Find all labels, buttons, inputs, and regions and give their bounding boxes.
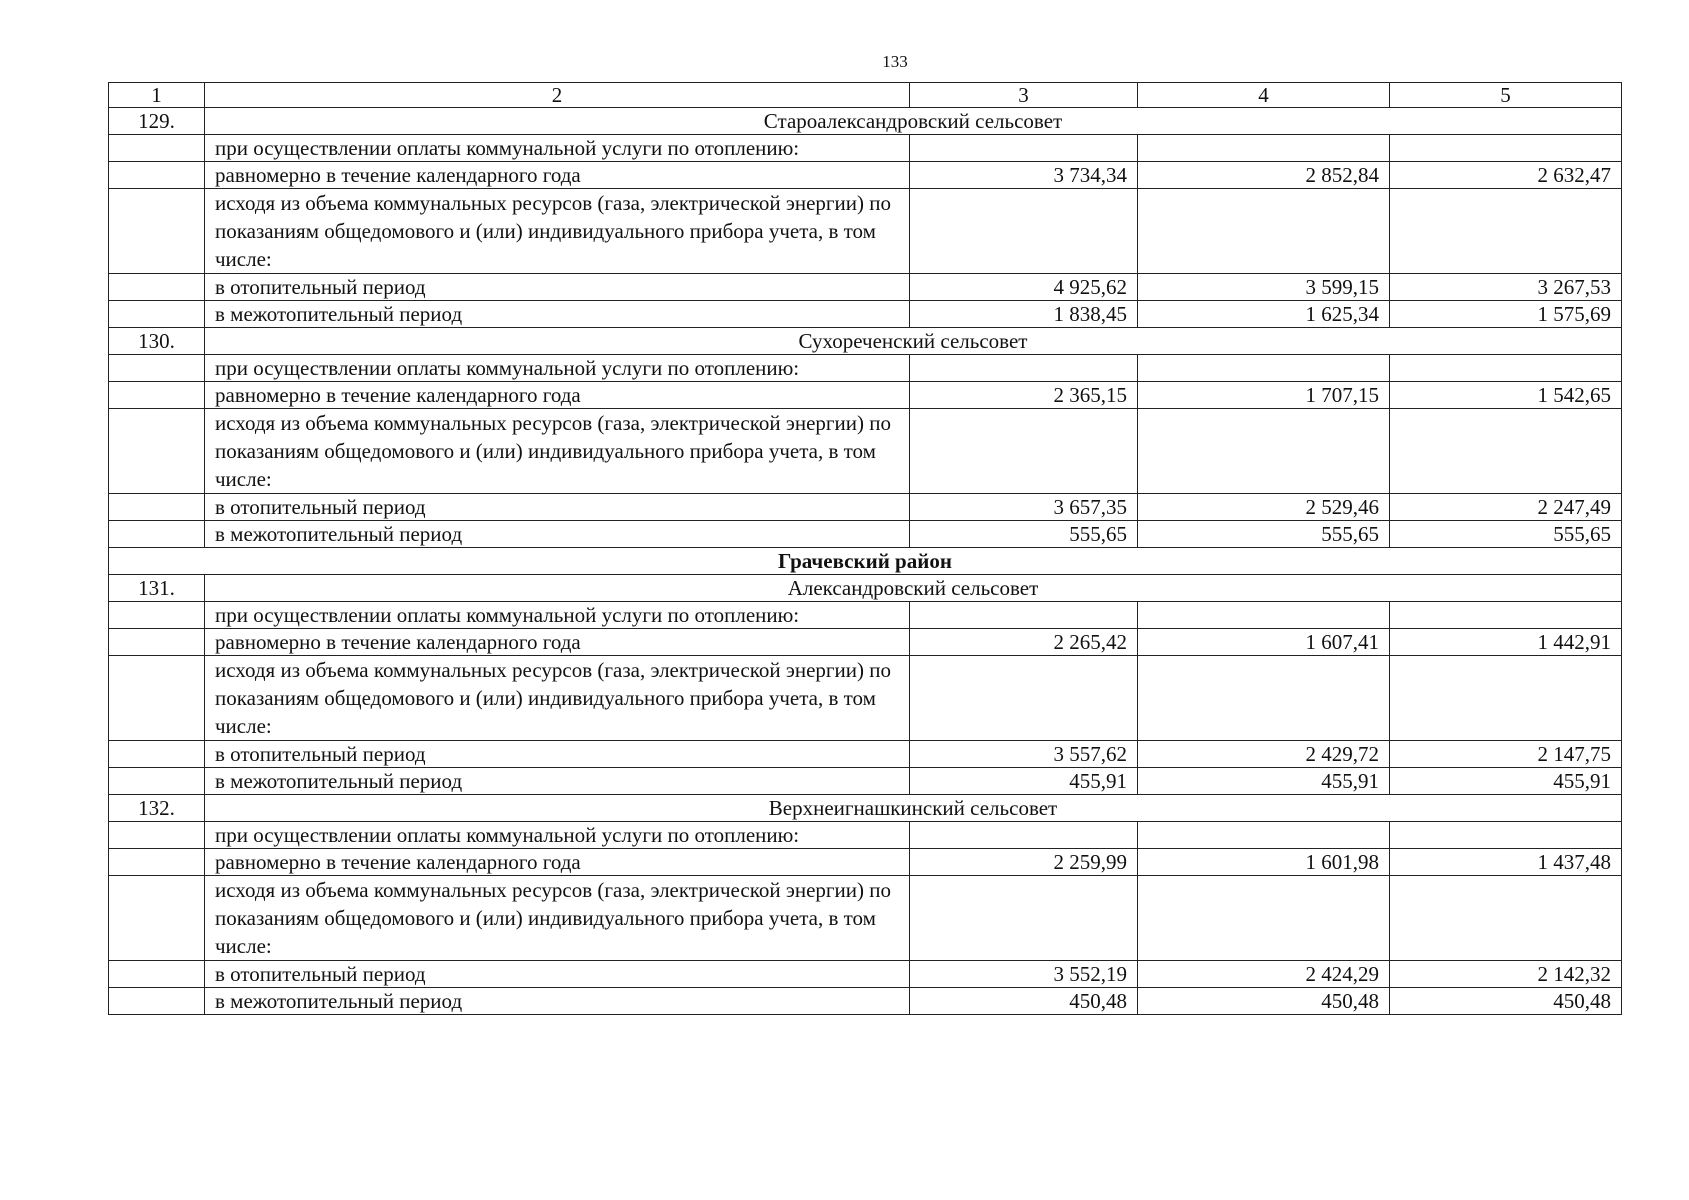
empty-cell [109,768,205,795]
value-cell: 4 925,62 [910,274,1138,301]
empty-cell [1390,409,1622,494]
section-name: Верхнеигнашкинский сельсовет [205,795,1622,822]
value-cell: 1 707,15 [1138,382,1390,409]
value-cell: 455,91 [1390,768,1622,795]
meter-row [109,189,1622,274]
meter-row [109,876,1622,961]
empty-cell [1138,822,1390,849]
value-cell: 2 529,46 [1138,494,1390,521]
empty-cell [1390,355,1622,382]
empty-cell [1138,409,1390,494]
empty-cell [109,189,205,274]
row-label: в межотопительный период [205,521,910,548]
empty-cell [109,629,205,656]
value-cell: 450,48 [1390,988,1622,1015]
empty-cell [109,876,205,961]
section-number: 129. [109,108,205,135]
empty-cell [109,382,205,409]
value-cell: 1 607,41 [1138,629,1390,656]
row-label: при осуществлении оплаты коммунальной услуги по отоплению: [205,355,910,382]
empty-cell [109,741,205,768]
value-cell: 3 267,53 [1390,274,1622,301]
empty-cell [910,135,1138,162]
empty-cell [1138,656,1390,741]
value-cell: 555,65 [910,521,1138,548]
value-cell: 1 437,48 [1390,849,1622,876]
value-cell: 2 259,99 [910,849,1138,876]
heating-row [109,274,1622,301]
meter-row [109,409,1622,494]
interheating-row [109,988,1622,1015]
section-title-row [109,795,1622,822]
empty-cell [1138,135,1390,162]
heating-row [109,961,1622,988]
column-number-cell: 2 [205,83,910,108]
value-cell: 450,48 [1138,988,1390,1015]
value-cell: 3 599,15 [1138,274,1390,301]
value-cell: 2 147,75 [1390,741,1622,768]
intro-row [109,355,1622,382]
intro-row [109,602,1622,629]
meter-row [109,656,1622,741]
intro-row [109,822,1622,849]
empty-cell [109,822,205,849]
value-cell: 555,65 [1390,521,1622,548]
empty-cell [910,876,1138,961]
value-cell: 3 557,62 [910,741,1138,768]
interheating-row [109,768,1622,795]
value-cell: 2 424,29 [1138,961,1390,988]
row-label: равномерно в течение календарного года [205,629,910,656]
row-label: в межотопительный период [205,768,910,795]
row-label: при осуществлении оплаты коммунальной услуги по отоплению: [205,822,910,849]
uniform-row [109,849,1622,876]
interheating-row [109,521,1622,548]
value-cell: 455,91 [1138,768,1390,795]
section-name: Староалександровский сельсовет [205,108,1622,135]
empty-cell [1138,602,1390,629]
column-number-cell: 1 [109,83,205,108]
district-name: Грачевский район [109,548,1622,575]
page-number: 133 [882,52,908,71]
value-cell: 2 632,47 [1390,162,1622,189]
value-cell: 2 142,32 [1390,961,1622,988]
column-number-cell: 5 [1390,83,1622,108]
value-cell: 2 247,49 [1390,494,1622,521]
empty-cell [109,494,205,521]
empty-cell [109,409,205,494]
empty-cell [1390,135,1622,162]
empty-cell [1390,822,1622,849]
row-label: исходя из объема коммунальных ресурсов (газа, электрической энергии) по показаниям общедомового и (или) индивидуального прибора учета, в том числе: [205,189,910,274]
empty-cell [109,961,205,988]
row-label: в отопительный период [205,741,910,768]
value-cell: 2 365,15 [910,382,1138,409]
empty-cell [1390,602,1622,629]
value-cell: 450,48 [910,988,1138,1015]
empty-cell [1390,656,1622,741]
value-cell: 3 657,35 [910,494,1138,521]
value-cell: 1 575,69 [1390,301,1622,328]
empty-cell [109,355,205,382]
interheating-row [109,301,1622,328]
empty-cell [109,135,205,162]
section-title-row [109,575,1622,602]
empty-cell [109,602,205,629]
empty-cell [109,849,205,876]
empty-cell [910,656,1138,741]
row-label: при осуществлении оплаты коммунальной услуги по отоплению: [205,135,910,162]
row-label: исходя из объема коммунальных ресурсов (газа, электрической энергии) по показаниям общедомового и (или) индивидуального прибора учета, в том числе: [205,409,910,494]
empty-cell [910,189,1138,274]
value-cell: 1 625,34 [1138,301,1390,328]
intro-row [109,135,1622,162]
empty-cell [1390,876,1622,961]
heating-row [109,741,1622,768]
row-label: в межотопительный период [205,988,910,1015]
value-cell: 2 429,72 [1138,741,1390,768]
value-cell: 455,91 [910,768,1138,795]
empty-cell [910,822,1138,849]
value-cell: 2 265,42 [910,629,1138,656]
empty-cell [109,274,205,301]
value-cell: 1 838,45 [910,301,1138,328]
section-number: 132. [109,795,205,822]
column-number-cell: 4 [1138,83,1390,108]
empty-cell [1390,189,1622,274]
value-cell: 1 601,98 [1138,849,1390,876]
value-cell: 3 552,19 [910,961,1138,988]
value-cell: 1 542,65 [1390,382,1622,409]
uniform-row [109,629,1622,656]
empty-cell [109,521,205,548]
section-name: Александровский сельсовет [205,575,1622,602]
row-label: при осуществлении оплаты коммунальной услуги по отоплению: [205,602,910,629]
row-label: исходя из объема коммунальных ресурсов (газа, электрической энергии) по показаниям общедомового и (или) индивидуального прибора учета, в том числе: [205,656,910,741]
row-label: в межотопительный период [205,301,910,328]
uniform-row [109,162,1622,189]
value-cell: 2 852,84 [1138,162,1390,189]
section-number: 130. [109,328,205,355]
empty-cell [1138,189,1390,274]
empty-cell [1138,355,1390,382]
row-label: в отопительный период [205,961,910,988]
empty-cell [109,656,205,741]
row-label: равномерно в течение календарного года [205,162,910,189]
value-cell: 555,65 [1138,521,1390,548]
empty-cell [109,988,205,1015]
row-label: равномерно в течение календарного года [205,849,910,876]
tariff-table [108,82,1622,1015]
section-title-row [109,108,1622,135]
row-label: равномерно в течение календарного года [205,382,910,409]
section-name: Сухореченский сельсовет [205,328,1622,355]
section-title-row [109,328,1622,355]
district-row [109,548,1622,575]
heating-row [109,494,1622,521]
empty-cell [910,602,1138,629]
row-label: исходя из объема коммунальных ресурсов (газа, электрической энергии) по показаниям общедомового и (или) индивидуального прибора учета, в том числе: [205,876,910,961]
empty-cell [109,162,205,189]
uniform-row [109,382,1622,409]
empty-cell [109,301,205,328]
row-label: в отопительный период [205,494,910,521]
empty-cell [910,355,1138,382]
row-label: в отопительный период [205,274,910,301]
empty-cell [910,409,1138,494]
empty-cell [1138,876,1390,961]
column-number-row [109,83,1622,108]
value-cell: 1 442,91 [1390,629,1622,656]
value-cell: 3 734,34 [910,162,1138,189]
column-number-cell: 3 [910,83,1138,108]
section-number: 131. [109,575,205,602]
